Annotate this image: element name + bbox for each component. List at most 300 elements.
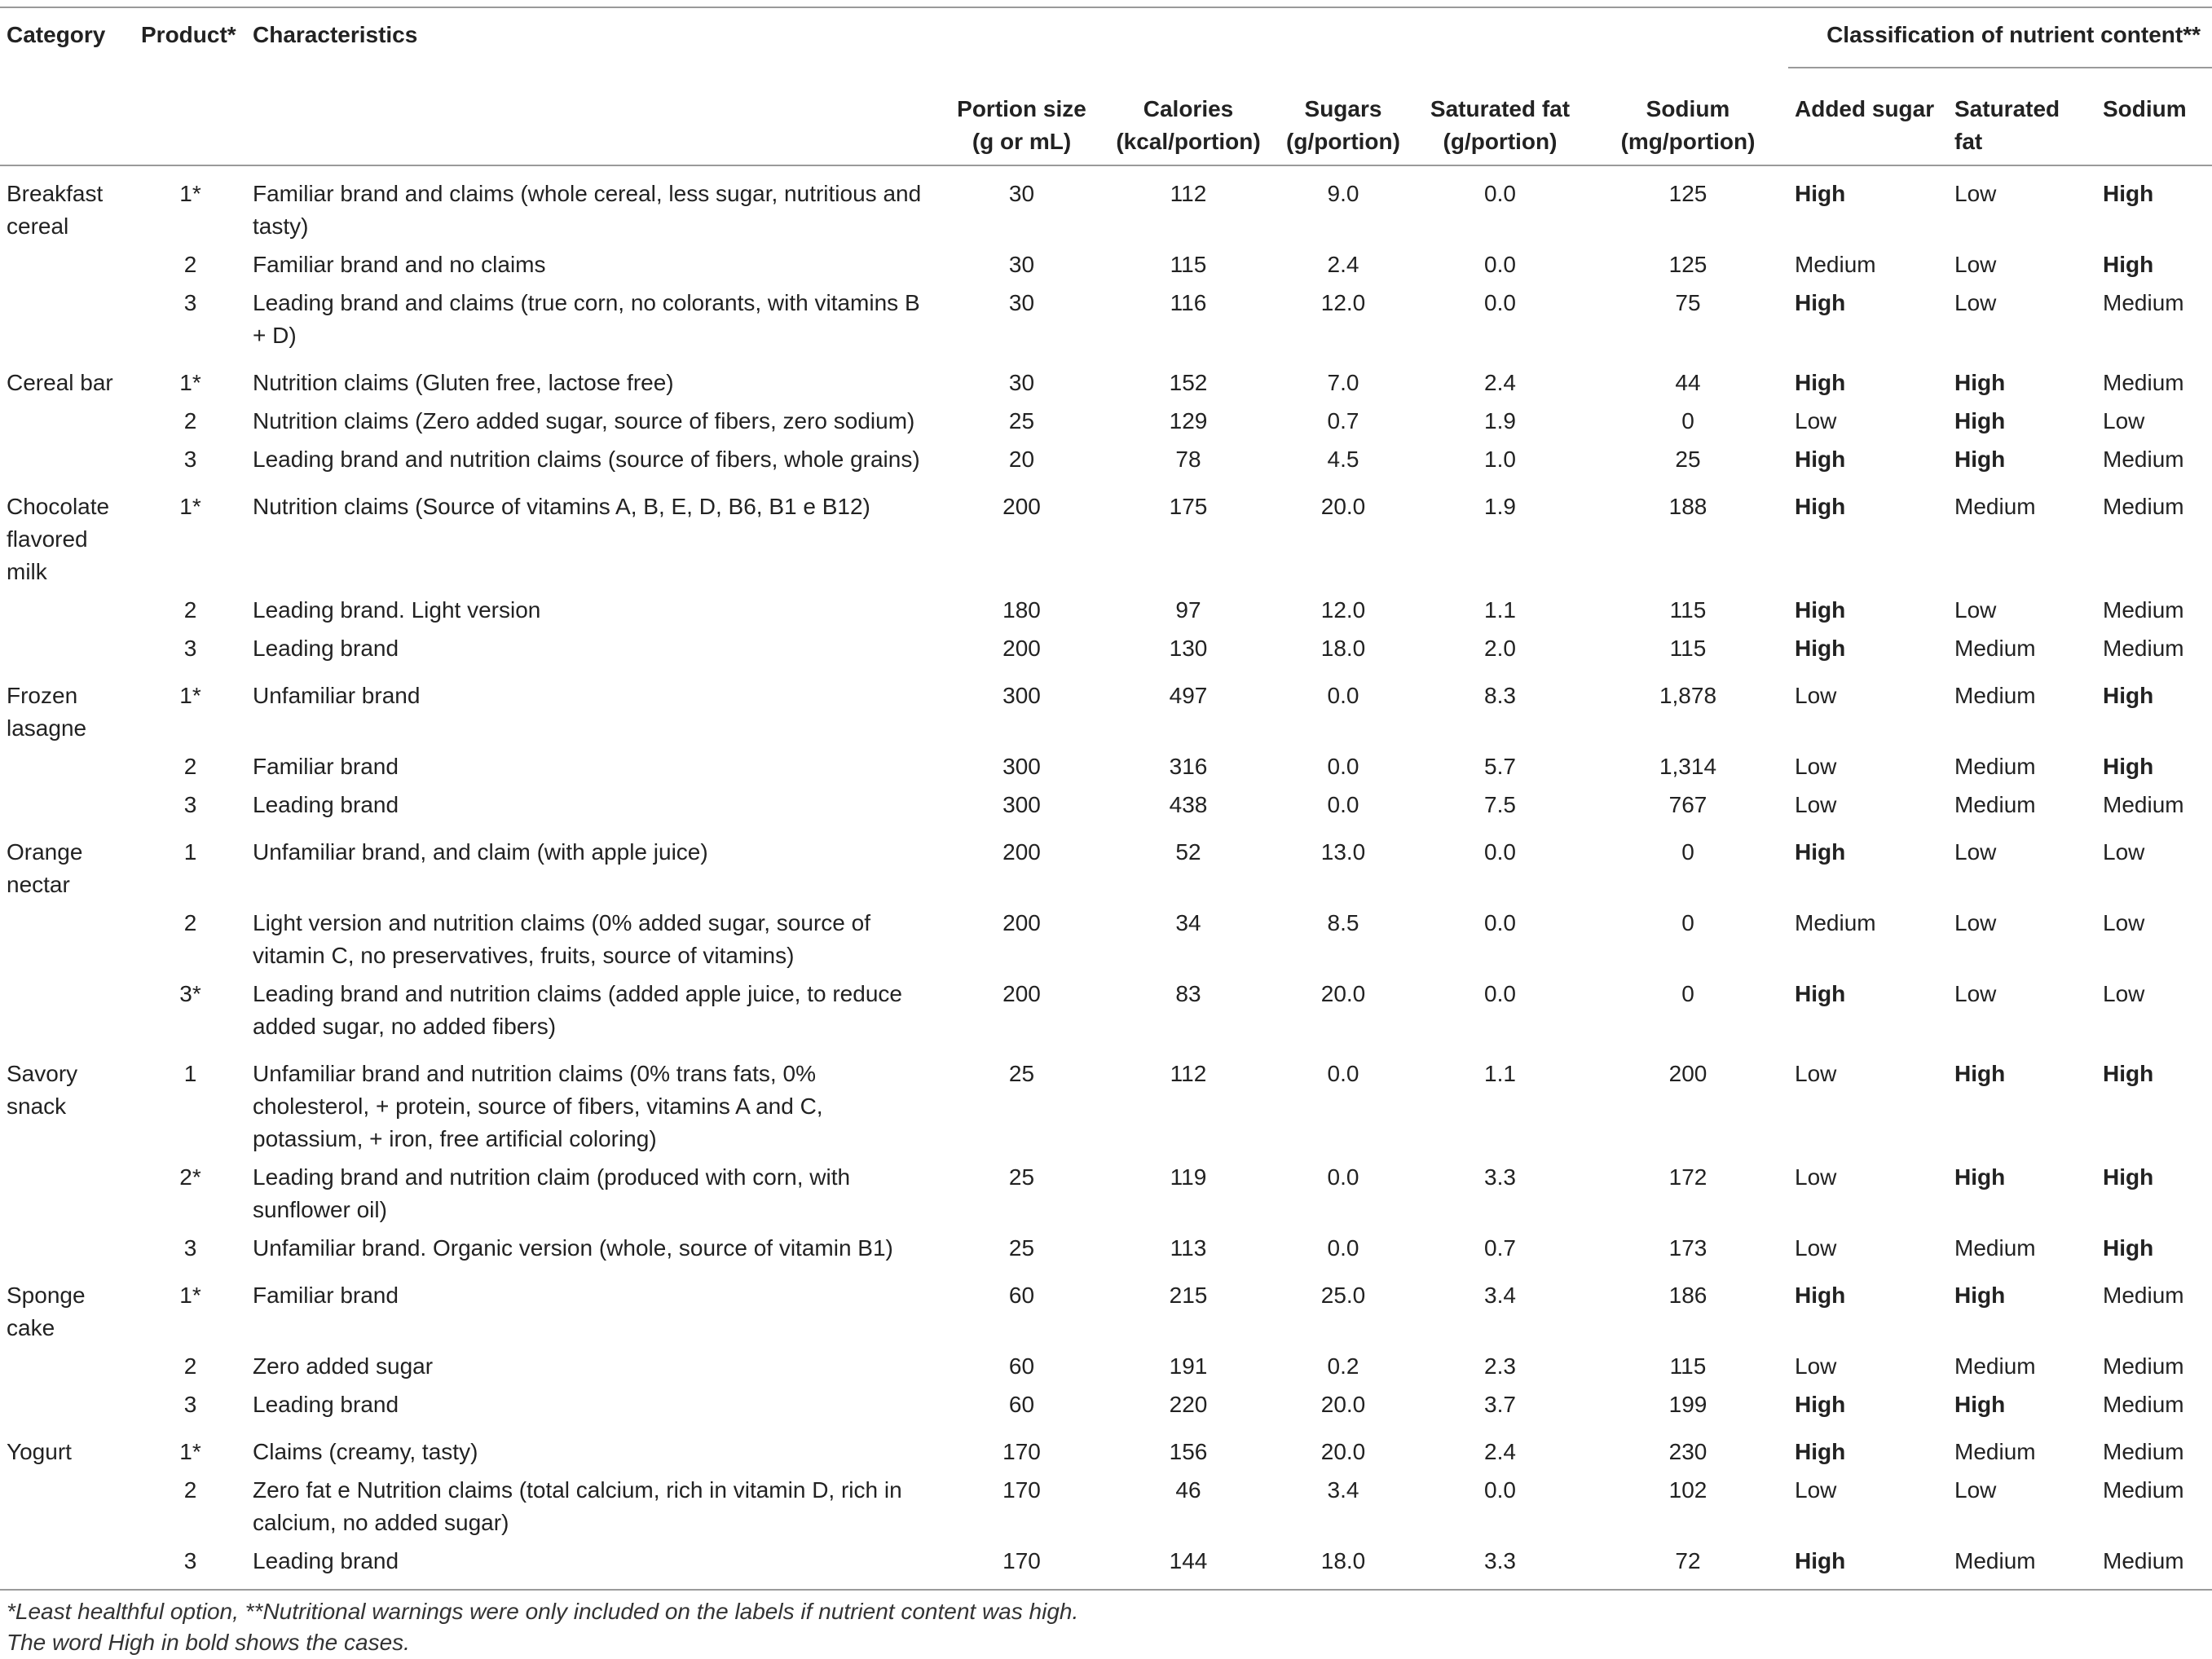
cell-class-saturated-fat: Medium [1954,683,2036,708]
cell-characteristics: Unfamiliar brand, and claim (with apple juice) [253,839,708,865]
cell-portion-size: 30 [1008,290,1035,315]
header-sodium: Sodium (mg/portion) [1588,66,1788,165]
cell-portion-size: 200 [1002,636,1041,661]
cell-saturated-fat: 1.1 [1484,1061,1516,1086]
cell-sugars: 0.7 [1327,408,1359,433]
cell-portion-size: 30 [1008,370,1035,395]
header-product: Product* [141,22,236,47]
cell-portion-size: 60 [1008,1283,1035,1308]
cell-category [0,786,134,825]
header-class-sodium: Sodium [2096,66,2212,165]
header-sugars: Sugars (g/portion) [1274,66,1412,165]
cell-portion-size: 60 [1008,1353,1035,1379]
cell-class-added-sugar: High [1795,839,1846,865]
table-row [0,904,2212,975]
cell-class-saturated-fat: High [1954,370,2006,395]
cell-class-saturated-fat: High [1954,1164,2006,1190]
table-row [0,355,2212,403]
table-row [0,825,2212,904]
cell-category: Breakfast cereal [7,181,104,239]
cell-sugars: 20.0 [1320,1392,1366,1417]
cell-product: 2 [183,597,197,623]
table-row [0,630,2212,668]
cell-sugars: 12.0 [1320,597,1366,623]
cell-product: 1* [179,1439,201,1464]
cell-class-sodium: Medium [2103,1477,2184,1503]
cell-class-saturated-fat: High [1954,1283,2006,1308]
cell-class-saturated-fat: Medium [1954,754,2036,779]
cell-calories: 144 [1103,1542,1274,1590]
cell-characteristics: Leading brand [253,1392,399,1417]
cell-characteristics: Nutrition claims (Source of vitamins A, B, E, D, B6, B1 e B12) [253,494,870,519]
cell-class-sodium: Medium [2103,792,2184,817]
cell-sodium: 0 [1681,839,1694,865]
cell-sugars: 0.0 [1327,1235,1359,1261]
cell-product: 2 [183,754,197,779]
cell-calories: 130 [1169,636,1208,661]
cell-class-added-sugar: High [1795,597,1846,623]
cell-characteristics: Zero fat e Nutrition claims (total calcium, rich in vitamin D, rich in calcium, no added sugar) [253,1477,902,1535]
cell-class-sodium: Medium [2103,1353,2184,1379]
cell-calories: 113 [1170,1235,1207,1261]
cell-class-saturated-fat: Low [1954,1477,1997,1503]
table-row [0,246,2212,284]
cell-category [0,403,134,441]
cell-saturated-fat: 3.7 [1484,1392,1516,1417]
cell-sugars: 3.4 [1327,1477,1359,1503]
cell-product: 2 [183,1353,197,1379]
cell-sugars: 0.2 [1327,1353,1359,1379]
cell-calories: 34 [1175,910,1201,935]
cell-calories: 156 [1169,1439,1208,1464]
cell-class-sodium: Medium [2103,597,2184,623]
cell-class-saturated-fat: Low [1954,252,1997,277]
cell-calories: 438 [1169,792,1208,817]
cell-class-saturated-fat: Medium [1954,1235,2036,1261]
cell-sodium: 102 [1668,1477,1707,1503]
cell-saturated-fat: 2.3 [1484,1353,1516,1379]
cell-class-saturated-fat: Low [1954,839,1997,865]
cell-calories: 129 [1169,408,1208,433]
table-row [0,1230,2212,1268]
table-row [0,786,2212,825]
cell-characteristics: Leading brand and nutrition claims (added apple juice, to reduce added sugar, no added fibers) [253,981,902,1039]
cell-class-saturated-fat: High [1954,408,2006,433]
cell-sugars: 0.0 [1327,1061,1359,1086]
cell-category [0,904,134,975]
cell-portion-size: 200 [1002,981,1041,1006]
cell-sugars: 13.0 [1320,839,1366,865]
cell-saturated-fat: 3.3 [1412,1542,1588,1590]
cell-class-sodium: Low [2103,981,2145,1006]
cell-characteristics: Familiar brand [253,754,399,779]
cell-product: 3* [179,981,201,1006]
cell-sodium: 75 [1675,290,1701,315]
cell-sugars: 18.0 [1274,1542,1412,1590]
cell-product: 3 [183,1392,197,1417]
cell-class-saturated-fat: High [1954,447,2006,472]
cell-portion-size: 170 [1002,1477,1041,1503]
cell-class-added-sugar: Low [1795,683,1837,708]
cell-portion-size: 200 [1002,494,1041,519]
header-classification: Classification of nutrient content** [1826,22,2201,47]
cell-sugars: 20.0 [1320,981,1366,1006]
cell-product: 2* [179,1164,201,1190]
cell-characteristics: Familiar brand and claims (whole cereal, less sugar, nutritious and tasty) [253,181,922,239]
cell-class-sodium: Medium [2103,1392,2184,1417]
cell-sodium: 44 [1675,370,1701,395]
cell-sugars: 20.0 [1320,494,1366,519]
table-body [0,165,2212,1590]
nutrient-table [0,7,2212,1591]
cell-saturated-fat: 0.0 [1484,1477,1516,1503]
header-portion-size: Portion size (g or mL) [941,66,1103,165]
cell-product: 3 [183,636,197,661]
cell-characteristics: Leading brand [246,1542,941,1590]
cell-sugars: 4.5 [1327,447,1359,472]
cell-sodium: 125 [1668,252,1707,277]
cell-sugars: 2.4 [1327,252,1359,277]
cell-product: 1 [183,839,197,865]
cell-sugars: 0.0 [1327,754,1359,779]
cell-saturated-fat: 8.3 [1484,683,1516,708]
cell-characteristics: Nutrition claims (Gluten free, lactose free) [253,370,674,395]
cell-sodium: 188 [1668,494,1707,519]
cell-product: 1* [179,370,201,395]
cell-product: 3 [183,290,197,315]
cell-characteristics: Unfamiliar brand and nutrition claims (0% trans fats, 0% cholesterol, + protein, source of fibers, vitamins A and C, potassium, + iron, free artificial coloring) [253,1061,823,1151]
cell-saturated-fat: 0.0 [1484,290,1516,315]
cell-characteristics: Claims (creamy, tasty) [253,1439,478,1464]
cell-portion-size: 60 [1008,1392,1035,1417]
cell-portion-size: 25 [1008,1235,1035,1261]
cell-class-saturated-fat: Medium [1948,1542,2096,1590]
cell-saturated-fat: 0.0 [1484,981,1516,1006]
cell-class-saturated-fat: Medium [1954,1439,2036,1464]
table-row [0,668,2212,748]
cell-class-sodium: Medium [2103,494,2184,519]
cell-sugars: 0.0 [1327,683,1359,708]
cell-saturated-fat: 2.4 [1484,370,1516,395]
cell-calories: 97 [1175,597,1201,623]
cell-sugars: 18.0 [1320,636,1366,661]
cell-class-sodium: Low [2103,839,2145,865]
cell-class-added-sugar: Low [1795,1164,1837,1190]
cell-sugars: 0.0 [1327,792,1359,817]
cell-calories: 112 [1170,181,1207,206]
cell-product: 2 [183,408,197,433]
cell-class-added-sugar: High [1795,290,1846,315]
cell-portion-size: 170 [941,1542,1103,1590]
cell-sodium: 1,314 [1659,754,1717,779]
cell-sodium: 115 [1669,597,1707,623]
cell-class-added-sugar: High [1795,447,1846,472]
header-characteristics: Characteristics [253,22,418,47]
cell-class-saturated-fat: Low [1954,181,1997,206]
cell-product: 3 [183,447,197,472]
cell-portion-size: 30 [1008,181,1035,206]
header-class-added-sugar: Added sugar [1788,66,1948,165]
cell-class-added-sugar: Low [1795,1061,1837,1086]
cell-class-added-sugar: Low [1795,754,1837,779]
header-row-1 [0,7,2212,66]
cell-calories: 215 [1169,1283,1208,1308]
cell-characteristics: Leading brand. Light version [253,597,541,623]
cell-class-saturated-fat: Low [1954,597,1997,623]
cell-saturated-fat: 1.9 [1484,408,1516,433]
cell-class-added-sugar: High [1795,636,1846,661]
cell-class-added-sugar: Low [1795,1353,1837,1379]
cell-product: 2 [183,910,197,935]
cell-calories: 52 [1175,839,1201,865]
cell-class-added-sugar: Low [1795,408,1837,433]
cell-category [0,1348,134,1386]
cell-saturated-fat: 2.4 [1484,1439,1516,1464]
cell-product: 3 [134,1542,246,1590]
cell-class-added-sugar: High [1795,981,1846,1006]
cell-calories: 46 [1175,1477,1201,1503]
cell-saturated-fat: 0.0 [1484,252,1516,277]
cell-sugars: 0.0 [1327,1164,1359,1190]
table-row [0,1542,2212,1590]
cell-saturated-fat: 0.0 [1484,910,1516,935]
cell-sodium: 125 [1668,181,1707,206]
cell-class-sodium: Low [2103,408,2145,433]
cell-calories: 191 [1169,1353,1208,1379]
cell-product: 1* [179,683,201,708]
cell-category [0,441,134,479]
table-row [0,592,2212,630]
table-row [0,284,2212,355]
cell-characteristics: Nutrition claims (Zero added sugar, source of fibers, zero sodium) [253,408,915,433]
cell-class-added-sugar: High [1795,1392,1846,1417]
cell-class-saturated-fat: Medium [1954,636,2036,661]
cell-characteristics: Leading brand [253,636,399,661]
classification-underline [1788,67,2212,68]
cell-product: 1* [179,181,201,206]
cell-sugars: 12.0 [1320,290,1366,315]
cell-calories: 497 [1169,683,1208,708]
cell-sugars: 20.0 [1320,1439,1366,1464]
table-row [0,1268,2212,1348]
table-row [0,403,2212,441]
cell-category: Yogurt [7,1439,72,1464]
cell-class-sodium: Medium [2103,1283,2184,1308]
cell-characteristics: Familiar brand [253,1283,399,1308]
cell-sodium: 199 [1668,1392,1707,1417]
cell-category [0,246,134,284]
cell-category [0,975,134,1046]
cell-class-added-sugar: High [1795,1439,1846,1464]
cell-sodium: 767 [1668,792,1707,817]
cell-class-sodium: High [2103,754,2154,779]
cell-category: Orange nectar [7,839,83,897]
cell-class-added-sugar: Medium [1795,910,1876,935]
cell-class-sodium: Medium [2103,370,2184,395]
cell-category [0,592,134,630]
cell-characteristics: Leading brand and nutrition claim (produced with corn, with sunflower oil) [253,1164,851,1222]
cell-portion-size: 300 [1002,683,1041,708]
cell-calories: 112 [1170,1061,1207,1086]
cell-sodium: 1,878 [1659,683,1717,708]
cell-sodium: 186 [1668,1283,1707,1308]
cell-calories: 83 [1175,981,1201,1006]
cell-category [0,1542,134,1590]
cell-saturated-fat: 1.9 [1484,494,1516,519]
cell-category [0,1472,134,1542]
cell-calories: 316 [1169,754,1208,779]
cell-saturated-fat: 1.1 [1484,597,1516,623]
cell-class-saturated-fat: Medium [1954,1353,2036,1379]
cell-portion-size: 180 [1002,597,1041,623]
cell-portion-size: 200 [1002,839,1041,865]
cell-portion-size: 30 [1008,252,1035,277]
cell-class-saturated-fat: Low [1954,981,1997,1006]
cell-sodium: 115 [1669,1353,1707,1379]
cell-class-saturated-fat: High [1954,1061,2006,1086]
cell-class-sodium: Medium [2096,1542,2212,1590]
cell-product: 1* [179,1283,201,1308]
table-row [0,1424,2212,1472]
cell-portion-size: 25 [1008,1164,1035,1190]
cell-class-sodium: High [2103,1164,2154,1190]
cell-sodium: 200 [1668,1061,1707,1086]
cell-category [0,748,134,786]
cell-saturated-fat: 2.0 [1484,636,1516,661]
cell-characteristics: Zero added sugar [253,1353,434,1379]
cell-calories: 175 [1169,494,1208,519]
cell-saturated-fat: 5.7 [1484,754,1516,779]
cell-calories: 78 [1175,447,1201,472]
cell-class-sodium: High [2103,1235,2154,1261]
cell-class-sodium: Medium [2103,447,2184,472]
cell-sodium: 0 [1681,981,1694,1006]
cell-portion-size: 300 [1002,754,1041,779]
cell-saturated-fat: 3.3 [1484,1164,1516,1190]
cell-portion-size: 20 [1008,447,1035,472]
header-class-saturated-fat: Saturated fat [1948,66,2096,165]
cell-class-added-sugar: Low [1795,1477,1837,1503]
cell-class-added-sugar: Low [1795,792,1837,817]
cell-class-added-sugar: High [1795,1283,1846,1308]
cell-class-sodium: High [2103,1061,2154,1086]
cell-calories: 220 [1169,1392,1208,1417]
cell-class-saturated-fat: Medium [1954,792,2036,817]
cell-portion-size: 25 [1008,1061,1035,1086]
cell-category: Frozen lasagne [7,683,87,741]
table-row [0,975,2212,1046]
cell-class-added-sugar: High [1795,494,1846,519]
cell-saturated-fat: 0.7 [1484,1235,1516,1261]
cell-sodium: 0 [1681,408,1694,433]
cell-calories: 115 [1170,252,1207,277]
cell-portion-size: 200 [1002,910,1041,935]
cell-class-saturated-fat: Low [1954,290,1997,315]
table-row [0,748,2212,786]
cell-class-added-sugar: High [1795,370,1846,395]
cell-class-sodium: High [2103,252,2154,277]
cell-category [0,284,134,355]
cell-product: 3 [183,792,197,817]
cell-product: 1 [183,1061,197,1086]
cell-class-added-sugar: High [1788,1542,1948,1590]
cell-sugars: 9.0 [1327,181,1359,206]
cell-sugars: 25.0 [1320,1283,1366,1308]
cell-category [0,1230,134,1268]
cell-calories: 116 [1170,290,1207,315]
table-row [0,1046,2212,1159]
cell-class-sodium: Medium [2103,290,2184,315]
footnote-1: *Least healthful option, **Nutritional warnings were only included on the labels if nutrient content was high. [7,1599,1079,1624]
cell-sodium: 173 [1668,1235,1707,1261]
cell-class-added-sugar: High [1795,181,1846,206]
cell-saturated-fat: 1.0 [1484,447,1516,472]
cell-sodium: 230 [1668,1439,1707,1464]
cell-saturated-fat: 0.0 [1484,181,1516,206]
cell-characteristics: Unfamiliar brand [253,683,421,708]
cell-class-added-sugar: Low [1795,1235,1837,1261]
cell-product: 2 [183,1477,197,1503]
header-calories: Calories (kcal/portion) [1103,66,1274,165]
cell-sodium: 72 [1588,1542,1788,1590]
cell-characteristics: Leading brand [253,792,399,817]
cell-category [0,1159,134,1230]
table-row [0,1386,2212,1424]
header-category: Category [7,22,106,47]
cell-sugars: 8.5 [1327,910,1359,935]
cell-class-saturated-fat: Low [1954,910,1997,935]
cell-portion-size: 25 [1008,408,1035,433]
cell-characteristics: Unfamiliar brand. Organic version (whole, source of vitamin B1) [253,1235,893,1261]
cell-characteristics: Light version and nutrition claims (0% added sugar, source of vitamin C, no preservatives, fruits, source of vitamins) [253,910,870,968]
cell-saturated-fat: 3.4 [1484,1283,1516,1308]
header-saturated-fat: Saturated fat (g/portion) [1412,66,1588,165]
cell-category: Savory snack [7,1061,78,1119]
cell-product: 3 [183,1235,197,1261]
table-row [0,1348,2212,1386]
header-row-2 [0,66,2212,165]
cell-saturated-fat: 0.0 [1484,839,1516,865]
cell-class-sodium: Low [2103,910,2145,935]
cell-product: 1* [179,494,201,519]
cell-saturated-fat: 7.5 [1484,792,1516,817]
cell-sodium: 25 [1675,447,1701,472]
table-row [0,1159,2212,1230]
footnote-2: The word High in bold shows the cases. [7,1630,410,1655]
cell-class-saturated-fat: Medium [1954,494,2036,519]
cell-class-sodium: High [2103,683,2154,708]
cell-characteristics: Leading brand and claims (true corn, no colorants, with vitamins B + D) [253,290,920,348]
cell-class-sodium: Medium [2103,1439,2184,1464]
cell-sodium: 0 [1681,910,1694,935]
cell-characteristics: Leading brand and nutrition claims (source of fibers, whole grains) [253,447,920,472]
cell-sodium: 115 [1669,636,1707,661]
cell-category: Sponge cake [7,1283,86,1340]
cell-product: 2 [183,252,197,277]
cell-portion-size: 170 [1002,1439,1041,1464]
cell-calories: 152 [1169,370,1208,395]
cell-category [0,630,134,668]
table-row [0,165,2212,246]
cell-sugars: 7.0 [1327,370,1359,395]
cell-category: Cereal bar [7,370,113,395]
cell-portion-size: 300 [1002,792,1041,817]
cell-class-saturated-fat: High [1954,1392,2006,1417]
cell-class-sodium: High [2103,181,2154,206]
cell-class-added-sugar: Medium [1795,252,1876,277]
cell-characteristics: Familiar brand and no claims [253,252,546,277]
cell-calories: 119 [1170,1164,1207,1190]
